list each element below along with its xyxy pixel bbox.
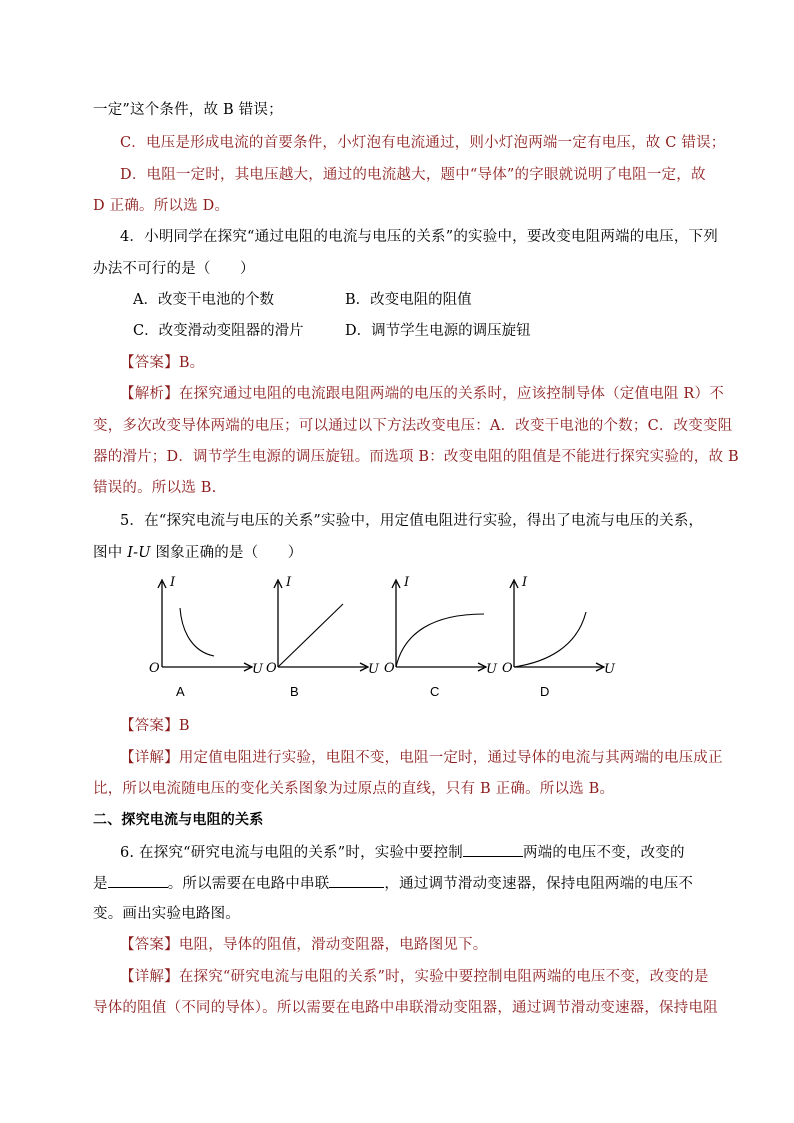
q5-stem2-pre: 图中 — [93, 545, 128, 561]
q4-option-d: D．调节学生电源的调压旋钮 — [345, 323, 531, 339]
graph-d-x-label: U — [604, 662, 615, 677]
q5-answer-tag: 【答案】 — [120, 718, 179, 734]
section2-heading: 二、探究电流与电阻的关系 — [93, 812, 264, 828]
q6-stem-line2 — [93, 873, 693, 894]
graph-b-svg — [266, 572, 386, 677]
graph-a-label: A — [176, 684, 185, 699]
q5-answer — [120, 716, 190, 736]
graph-d-origin: O — [502, 661, 513, 676]
q4-analysis-line4: 错误的。所以选 B. — [93, 480, 217, 496]
q4-answer-tag: 【答案】 — [120, 355, 179, 371]
graph-b-origin: O — [266, 661, 277, 676]
graph-a-svg — [148, 572, 268, 677]
graph-c-svg — [384, 572, 504, 677]
q6-stem2-pre: 是 — [93, 876, 108, 892]
q6-answer — [120, 935, 488, 955]
q4-analysis-line2: 变，多次改变导体两端的电压；可以通过以下方法改变电压：A．改变干电池的个数；C．改变变阻 — [93, 418, 733, 434]
prev-line1: 一定”这个条件，故 B 错误； — [93, 102, 283, 118]
q4-analysis-text1: 在探究通过电阻的电流跟电阻两端的电压的关系时，应该控制导体（定值电阻 R）不 — [178, 386, 724, 402]
graph-d-svg — [502, 572, 622, 677]
graph-a — [148, 572, 268, 707]
q6-blank-2[interactable] — [108, 873, 168, 888]
q4-stem-line1: 4．小明同学在探究“通过电阻的电流与电压的关系”的实验中，要改变电阻两端的电压，下列 — [120, 229, 718, 245]
graph-c-origin: O — [384, 661, 395, 676]
q4-stem-line2: 办法不可行的是（ ） — [93, 261, 255, 277]
graph-a-origin: O — [149, 661, 160, 676]
graph-a-curve — [180, 608, 214, 656]
q6-blank-1[interactable] — [463, 842, 523, 857]
q6-blank-3[interactable] — [329, 873, 384, 888]
q4-analysis-line3: 器的滑片；D．调节学生电源的调压旋钮。而选项 B：改变电阻的阻值是不能进行探究实验的，故 B — [93, 449, 739, 465]
q6-stem-line1 — [120, 842, 685, 863]
q4-analysis-line1 — [120, 384, 724, 404]
q5-detail-text1: 用定值电阻进行实验，电阻不变，电阻一定时，通过导体的电流与其两端的电压成正 — [178, 750, 723, 766]
prev-option-d-line2: D 正确。所以选 D。 — [93, 198, 230, 214]
q4-answer-value: B。 — [178, 355, 205, 371]
q6-detail-tag: 【详解】 — [120, 969, 179, 985]
graph-d-curve — [514, 612, 586, 667]
q6-stem1-pre: 6. 在探究“研究电流与电阻的关系”时，实验中要控制 — [120, 845, 463, 861]
graph-b-label: B — [290, 684, 299, 699]
graph-c-label: C — [430, 684, 440, 699]
q6-answer-tag: 【答案】 — [120, 937, 179, 953]
q5-answer-value: B — [178, 718, 190, 734]
q5-detail-line1 — [120, 748, 723, 768]
q4-option-a: A．改变干电池的个数 — [133, 292, 274, 308]
q6-answer-value: 电阻，导体的阻值，滑动变阻器，电路图见下。 — [178, 937, 488, 953]
q4-option-b: B．改变电阻的阻值 — [345, 292, 472, 308]
q4-analysis-tag: 【解析】 — [120, 386, 179, 402]
q4-option-c: C．改变滑动变阻器的滑片 — [133, 323, 304, 339]
q4-answer — [120, 353, 204, 373]
graph-d-label: D — [540, 684, 550, 699]
q6-detail-text1: 在探究“研究电流与电阻的关系”时，实验中要控制电阻两端的电压不变，改变的是 — [178, 969, 709, 985]
graph-c-curve — [396, 614, 484, 667]
graph-c-y-label: I — [404, 575, 410, 590]
q6-stem2-post: ，通过调节滑动变速器，保持电阻两端的电压不 — [384, 876, 694, 892]
graph-c-x-label: U — [486, 662, 497, 677]
q5-detail-line2: 比，所以电流随电压的变化关系图象为过原点的直线，只有 B 正确。所以选 B。 — [93, 781, 615, 797]
prev-option-c: C．电压是形成电流的首要条件，小灯泡有电流通过，则小灯泡两端一定有电压，故 C 错误； — [120, 135, 726, 151]
graph-a-x-label: U — [252, 662, 263, 677]
q6-stem-line3: 变。画出实验电路图。 — [93, 906, 240, 922]
q5-stem-line2 — [93, 543, 302, 563]
q6-detail-line2: 导体的阻值（不同的导体）。所以需要在电路中串联滑动变阻器，通过调节滑动变速器，保持电阻 — [93, 1000, 718, 1016]
q5-stem2-post: 图象正确的是（ ） — [150, 545, 303, 561]
graph-c — [384, 572, 504, 707]
graph-b-line — [278, 604, 343, 667]
graph-a-y-label: I — [170, 575, 176, 590]
q5-stem-line1: 5．在“探究电流与电压的关系”实验中，用定值电阻进行实验，得出了电流与电压的关系， — [120, 513, 704, 529]
graph-d-y-label: I — [522, 575, 528, 590]
prev-option-d-line1: D．电阻一定时，其电压越大，通过的电流越大，题中“导体”的字眼就说明了电阻一定，故 — [120, 167, 706, 183]
q5-iu-symbol: I-U — [127, 545, 151, 561]
q6-stem1-post: 两端的电压不变，改变的 — [522, 845, 685, 861]
q6-detail-line1 — [120, 967, 709, 987]
graph-b-x-label: U — [368, 662, 379, 677]
q6-stem2-mid: 。所以需要在电路中串联 — [167, 876, 330, 892]
graph-d — [502, 572, 622, 707]
graph-b-y-label: I — [286, 575, 292, 590]
q5-detail-tag: 【详解】 — [120, 750, 179, 766]
graph-b — [266, 572, 386, 707]
